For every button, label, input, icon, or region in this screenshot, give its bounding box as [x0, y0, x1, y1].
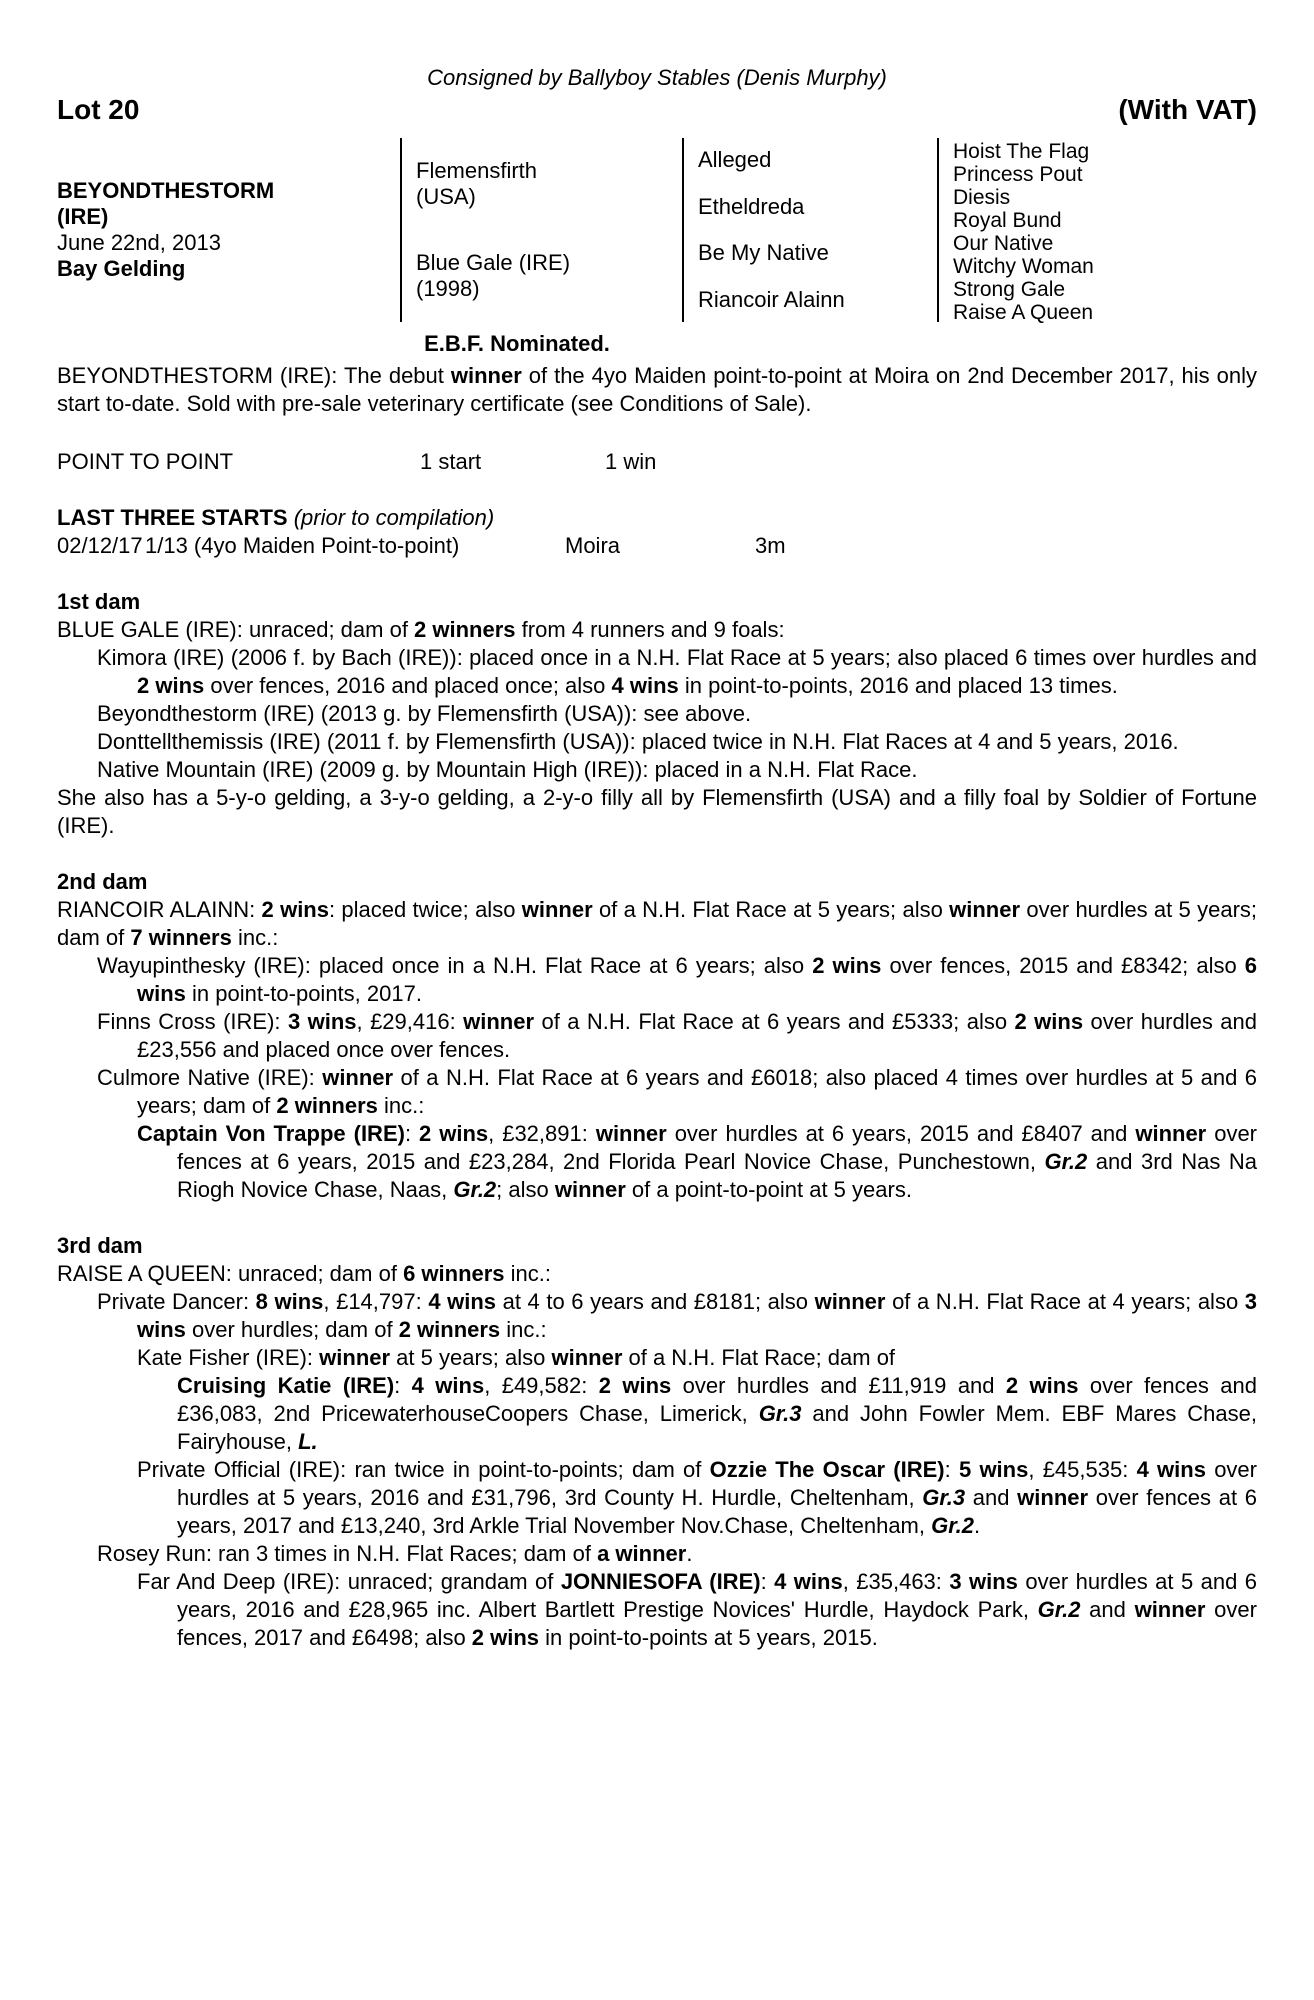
- progeny-entry: Far And Deep (IRE): unraced; grandam of JONNIESOFA (IRE): 4 wins, £35,463: 3 wins over hurdles at 5 and 6 years, 2016 and £28,965 inc. Albert Bartlett Prestige Novices' Hurdle, Haydock Park, Gr.2 and winner over fences, 2017 and £6498; also 2 wins in point-to-points at 5 years, 2015.: [137, 1569, 1258, 1650]
- horse-name-line1: BEYONDTHESTORM: [57, 178, 275, 203]
- horse-name-line2: (IRE): [57, 204, 109, 229]
- progeny-entry: Culmore Native (IRE): winner of a N.H. Flat Race at 6 years and £6018; also placed 4 times over hurdles at 5 and 6 years; dam of 2 winners inc.:: [97, 1065, 1257, 1118]
- progeny-entry: Cruising Katie (IRE): 4 wins, £49,582: 2 wins over hurdles and £11,919 and 2 wins over fences and £36,083, 2nd PricewaterhouseCoopers Chase, Limerick, Gr.3 and John Fowler Mem. EBF Mares Chase, Fairyhouse, L.: [177, 1373, 1257, 1454]
- progeny-entry: Beyondthestorm (IRE) (2013 g. by Flemensfirth (USA)): see above.: [97, 701, 752, 726]
- pedigree-dam: [416, 230, 682, 322]
- pedigree-entry: Diesis: [953, 186, 1011, 209]
- dam1-summary: BLUE GALE (IRE): unraced; dam of 2 winners from 4 runners and 9 foals:: [57, 617, 785, 642]
- pedigree-entry: Raise A Queen: [953, 301, 1094, 324]
- pedigree-gen1-column: [400, 138, 682, 322]
- dam2-heading: 2nd dam: [57, 869, 148, 894]
- horse-summary-paragraph: BEYONDTHESTORM (IRE): The debut winner of the 4yo Maiden point-to-point at Moira on 2nd December 2017, his only start to-date. Sold with pre-sale veterinary certificate (see Conditions of Sale).: [57, 363, 1258, 416]
- progeny-entry: Private Dancer: 8 wins, £14,797: 4 wins at 4 to 6 years and £8181; also winner of a N.H. Flat Race at 4 years; also 3 wins over hurdles; dam of 2 winners inc.:: [97, 1289, 1258, 1342]
- dam1-heading: 1st dam: [57, 589, 141, 614]
- progeny-entry: Native Mountain (IRE) (2009 g. by Mountain High (IRE)): placed in a N.H. Flat Race.: [97, 757, 918, 782]
- pedigree-entry: Hoist The Flag: [953, 140, 1090, 163]
- lot-header: [57, 96, 1257, 124]
- pedigree-table: [57, 138, 1257, 322]
- pedigree-entry: Strong Gale: [953, 278, 1066, 301]
- progeny-entry: Finns Cross (IRE): 3 wins, £29,416: winner of a N.H. Flat Race at 6 years and £5333; also 2 wins over hurdles and £23,556 and placed once over fences.: [97, 1009, 1257, 1062]
- lot-number: Lot 20: [57, 94, 140, 125]
- start-result: 1/13 (4yo Maiden Point-to-point): [145, 533, 460, 558]
- dam3-summary: RAISE A QUEEN: unraced; dam of 6 winners inc.:: [57, 1261, 552, 1286]
- start-course: Moira: [565, 533, 621, 558]
- consignor-line: Consigned by Ballyboy Stables (Denis Murphy): [427, 65, 887, 90]
- start-date: 02/12/17: [57, 533, 143, 558]
- horse-foaled-date: June 22nd, 2013: [57, 230, 221, 255]
- dam-name: Blue Gale (IRE): [416, 250, 571, 275]
- horse-identity: [57, 138, 400, 322]
- third-dam-section: [57, 1232, 1257, 1652]
- pedigree-entry: Be My Native: [698, 240, 829, 266]
- sire-suffix: (USA): [416, 184, 476, 209]
- ptp-wins: 1 win: [605, 449, 657, 474]
- sire-name: Flemensfirth: [416, 158, 538, 183]
- dam2-summary: RIANCOIR ALAINN: 2 wins: placed twice; also winner of a N.H. Flat Race at 5 years; also winner over hurdles at 5 years; dam of 7 winners inc.:: [57, 897, 1258, 950]
- point-to-point-record: [57, 448, 1257, 476]
- progeny-entry: Rosey Run: ran 3 times in N.H. Flat Races; dam of a winner.: [97, 1541, 693, 1566]
- first-dam-section: [57, 588, 1257, 840]
- progeny-entry: Wayupinthesky (IRE): placed once in a N.H. Flat Race at 6 years; also 2 wins over fences, 2015 and £8342; also 6 wins in point-to-points, 2017.: [97, 953, 1257, 1006]
- ptp-starts: 1 start: [420, 449, 482, 474]
- progeny-entry: Captain Von Trappe (IRE): 2 wins, £32,891: winner over hurdles at 6 years, 2015 and £8407 and winner over fences at 6 years, 2015 and £23,284, 2nd Florida Pearl Novice Chase, Punchestown, Gr.2 and 3rd Nas Na Riogh Novice Chase, Naas, Gr.2; also winner of a point-to-point at 5 years.: [137, 1121, 1258, 1202]
- pedigree-entry: Princess Pout: [953, 163, 1083, 186]
- second-dam-section: [57, 868, 1257, 1204]
- pedigree-sire: [416, 138, 682, 230]
- dam3-heading: 3rd dam: [57, 1233, 143, 1258]
- pedigree-entry: Etheldreda: [698, 193, 805, 219]
- ebf-nominated-note: E.B.F. Nominated.: [424, 331, 610, 356]
- pedigree-gen3-column: [937, 138, 1257, 322]
- pedigree-entry: Witchy Woman: [953, 255, 1094, 278]
- pedigree-entry: Our Native: [953, 232, 1054, 255]
- dam-suffix: (1998): [416, 276, 480, 301]
- progeny-entry: Kate Fisher (IRE): winner at 5 years; also winner of a N.H. Flat Race; dam of: [137, 1345, 896, 1370]
- pedigree-entry: Alleged: [698, 147, 772, 172]
- dam1-note: She also has a 5-y-o gelding, a 3-y-o gelding, a 2-y-o filly all by Flemensfirth (USA) and a filly foal by Soldier of Fortune (IRE).: [57, 785, 1257, 838]
- progeny-entry: Private Official (IRE): ran twice in point-to-points; dam of Ozzie The Oscar (IRE): 5 wins, £45,535: 4 wins over hurdles at 5 years, 2016 and £31,796, 3rd County H. Hurdle, Cheltenham, Gr.3 and winner over fences at 6 years, 2017 and £13,240, 3rd Arkle Trial November Nov.Chase, Cheltenham, Gr.2.: [137, 1457, 1257, 1538]
- vat-note: (With VAT): [1118, 94, 1257, 125]
- progeny-entry: Kimora (IRE) (2006 f. by Bach (IRE)): placed once in a N.H. Flat Race at 5 years; also placed 6 times over hurdles and 2 wins over fences, 2016 and placed once; also 4 wins in point-to-points, 2016 and placed 13 times.: [97, 645, 1257, 698]
- ptp-label: POINT TO POINT: [57, 449, 234, 474]
- progeny-entry: Donttellthemissis (IRE) (2011 f. by Flemensfirth (USA)): placed twice in N.H. Flat Races at 4 and 5 years, 2016.: [97, 729, 1179, 754]
- last-start-row: [57, 532, 1257, 560]
- horse-description: Bay Gelding: [57, 256, 186, 281]
- start-distance: 3m: [755, 533, 786, 558]
- pedigree-gen2-column: [682, 138, 937, 322]
- pedigree-entry: Riancoir Alainn: [698, 286, 845, 312]
- last-three-starts-heading: LAST THREE STARTS (prior to compilation): [57, 505, 495, 530]
- pedigree-entry: Royal Bund: [953, 209, 1062, 232]
